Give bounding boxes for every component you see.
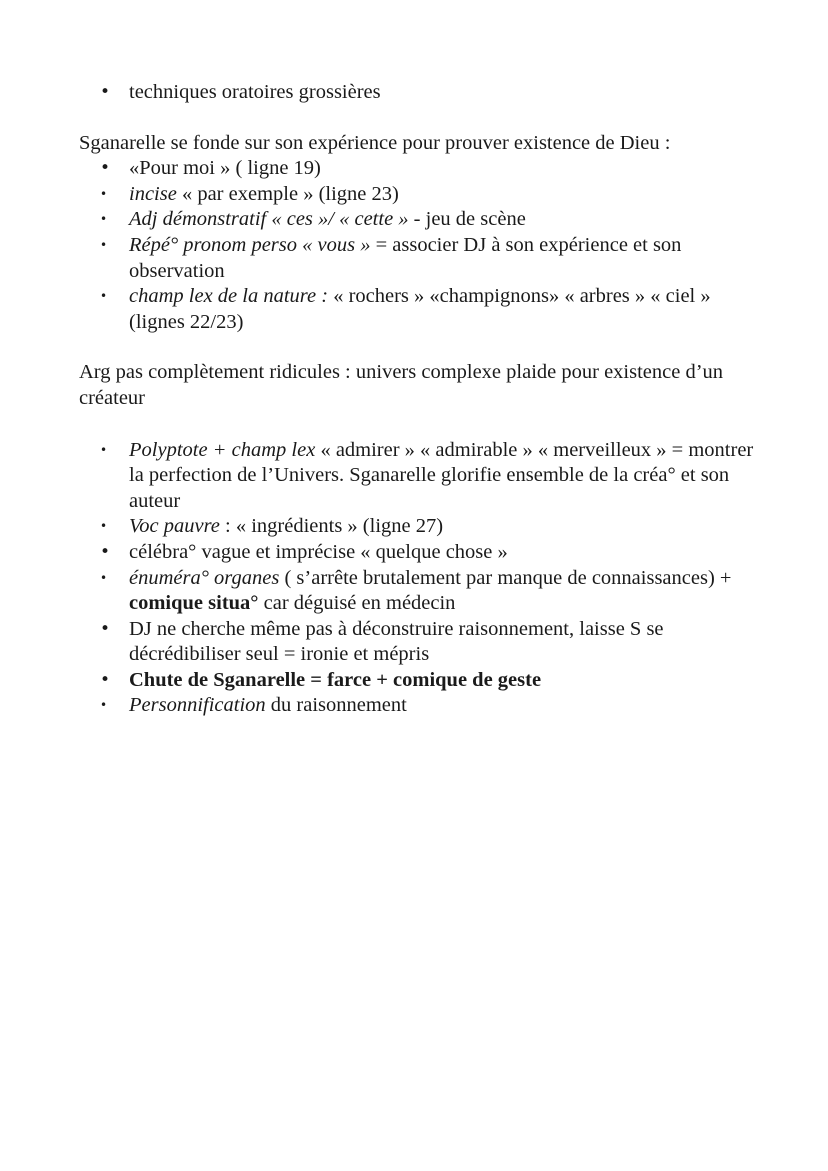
section-heading: Arg pas complètement ridicules : univers complexe plaide pour existence d’un créateur <box>79 361 724 409</box>
bullet-icon: • <box>100 669 111 690</box>
item-text: techniques oratoires grossières <box>129 81 381 103</box>
item-italic-text: champ lex de la nature : <box>129 285 329 308</box>
list-item <box>0 207 828 233</box>
bullet-icon: • <box>100 212 108 227</box>
item-text: « admirer » « admirable » « merveilleux » = montrer la perfection de l’Univers. Sganarelle glorifie ensemble de la créa° et son auteur <box>129 438 754 512</box>
section2-bullet-list <box>0 438 828 720</box>
item-italic-text: Personnification <box>129 694 266 717</box>
item-text: : « ingrédients » (ligne 27) <box>219 515 444 538</box>
item-italic-text: incise <box>129 182 177 205</box>
bullet-icon: • <box>100 519 108 534</box>
section-heading: Sganarelle se fonde sur son expérience pour prouver existence de Dieu : <box>79 131 671 154</box>
bullet-icon: • <box>100 186 108 201</box>
item-text: «Pour moi » ( ligne 19) <box>129 157 321 180</box>
item-italic-text: énuméra° organes <box>129 566 280 589</box>
list-item <box>0 182 828 208</box>
item-text: célébra° vague et imprécise « quelque chose » <box>129 540 508 563</box>
list-item <box>0 540 828 566</box>
bullet-icon: • <box>100 442 108 457</box>
item-text: car déguisé en médecin <box>258 592 456 615</box>
list-item <box>0 80 828 106</box>
item-italic-text: Polyptote + champ lex <box>129 438 316 461</box>
item-italic-text: Répé° pronom perso « vous » <box>129 233 371 256</box>
bullet-icon: • <box>100 698 108 713</box>
item-text: « rochers » «champignons» « arbres » « ciel » (lignes 22/23) <box>129 285 711 333</box>
item-bold-text: comique situa° <box>129 592 259 615</box>
bullet-icon: • <box>100 289 108 304</box>
list-item <box>0 668 828 694</box>
item-italic-text: Adj démonstratif « ces »/ « cette » <box>129 208 409 231</box>
item-text: = associer DJ à son expérience et son observation <box>129 233 682 282</box>
list-item <box>0 438 828 515</box>
bullet-icon: • <box>100 618 111 639</box>
list-item <box>0 566 828 617</box>
bullet-icon: • <box>100 570 108 585</box>
item-italic-text: Voc pauvre <box>129 515 220 538</box>
list-item <box>0 693 828 719</box>
item-text: - jeu de scène <box>408 208 526 231</box>
bullet-icon: • <box>100 82 111 102</box>
top-bullet-list <box>0 80 828 106</box>
list-item <box>0 617 828 668</box>
bullet-icon: • <box>100 158 111 179</box>
item-text: ( s’arrête brutalement par manque de connaissances) + <box>279 566 732 589</box>
item-bold-text: Chute de Sganarelle = farce + comique de geste <box>129 668 542 691</box>
list-item <box>0 156 828 182</box>
item-text: « par exemple » (ligne 23) <box>176 182 399 205</box>
bullet-icon: • <box>100 541 111 562</box>
bullet-icon: • <box>100 237 108 252</box>
list-item <box>0 233 828 284</box>
list-item <box>0 284 828 335</box>
item-text: DJ ne cherche même pas à déconstruire raisonnement, laisse S se décrédibiliser seul = ironie et mépris <box>129 617 664 666</box>
item-text: du raisonnement <box>265 694 407 717</box>
section1-bullet-list <box>0 156 828 335</box>
list-item <box>0 514 828 540</box>
